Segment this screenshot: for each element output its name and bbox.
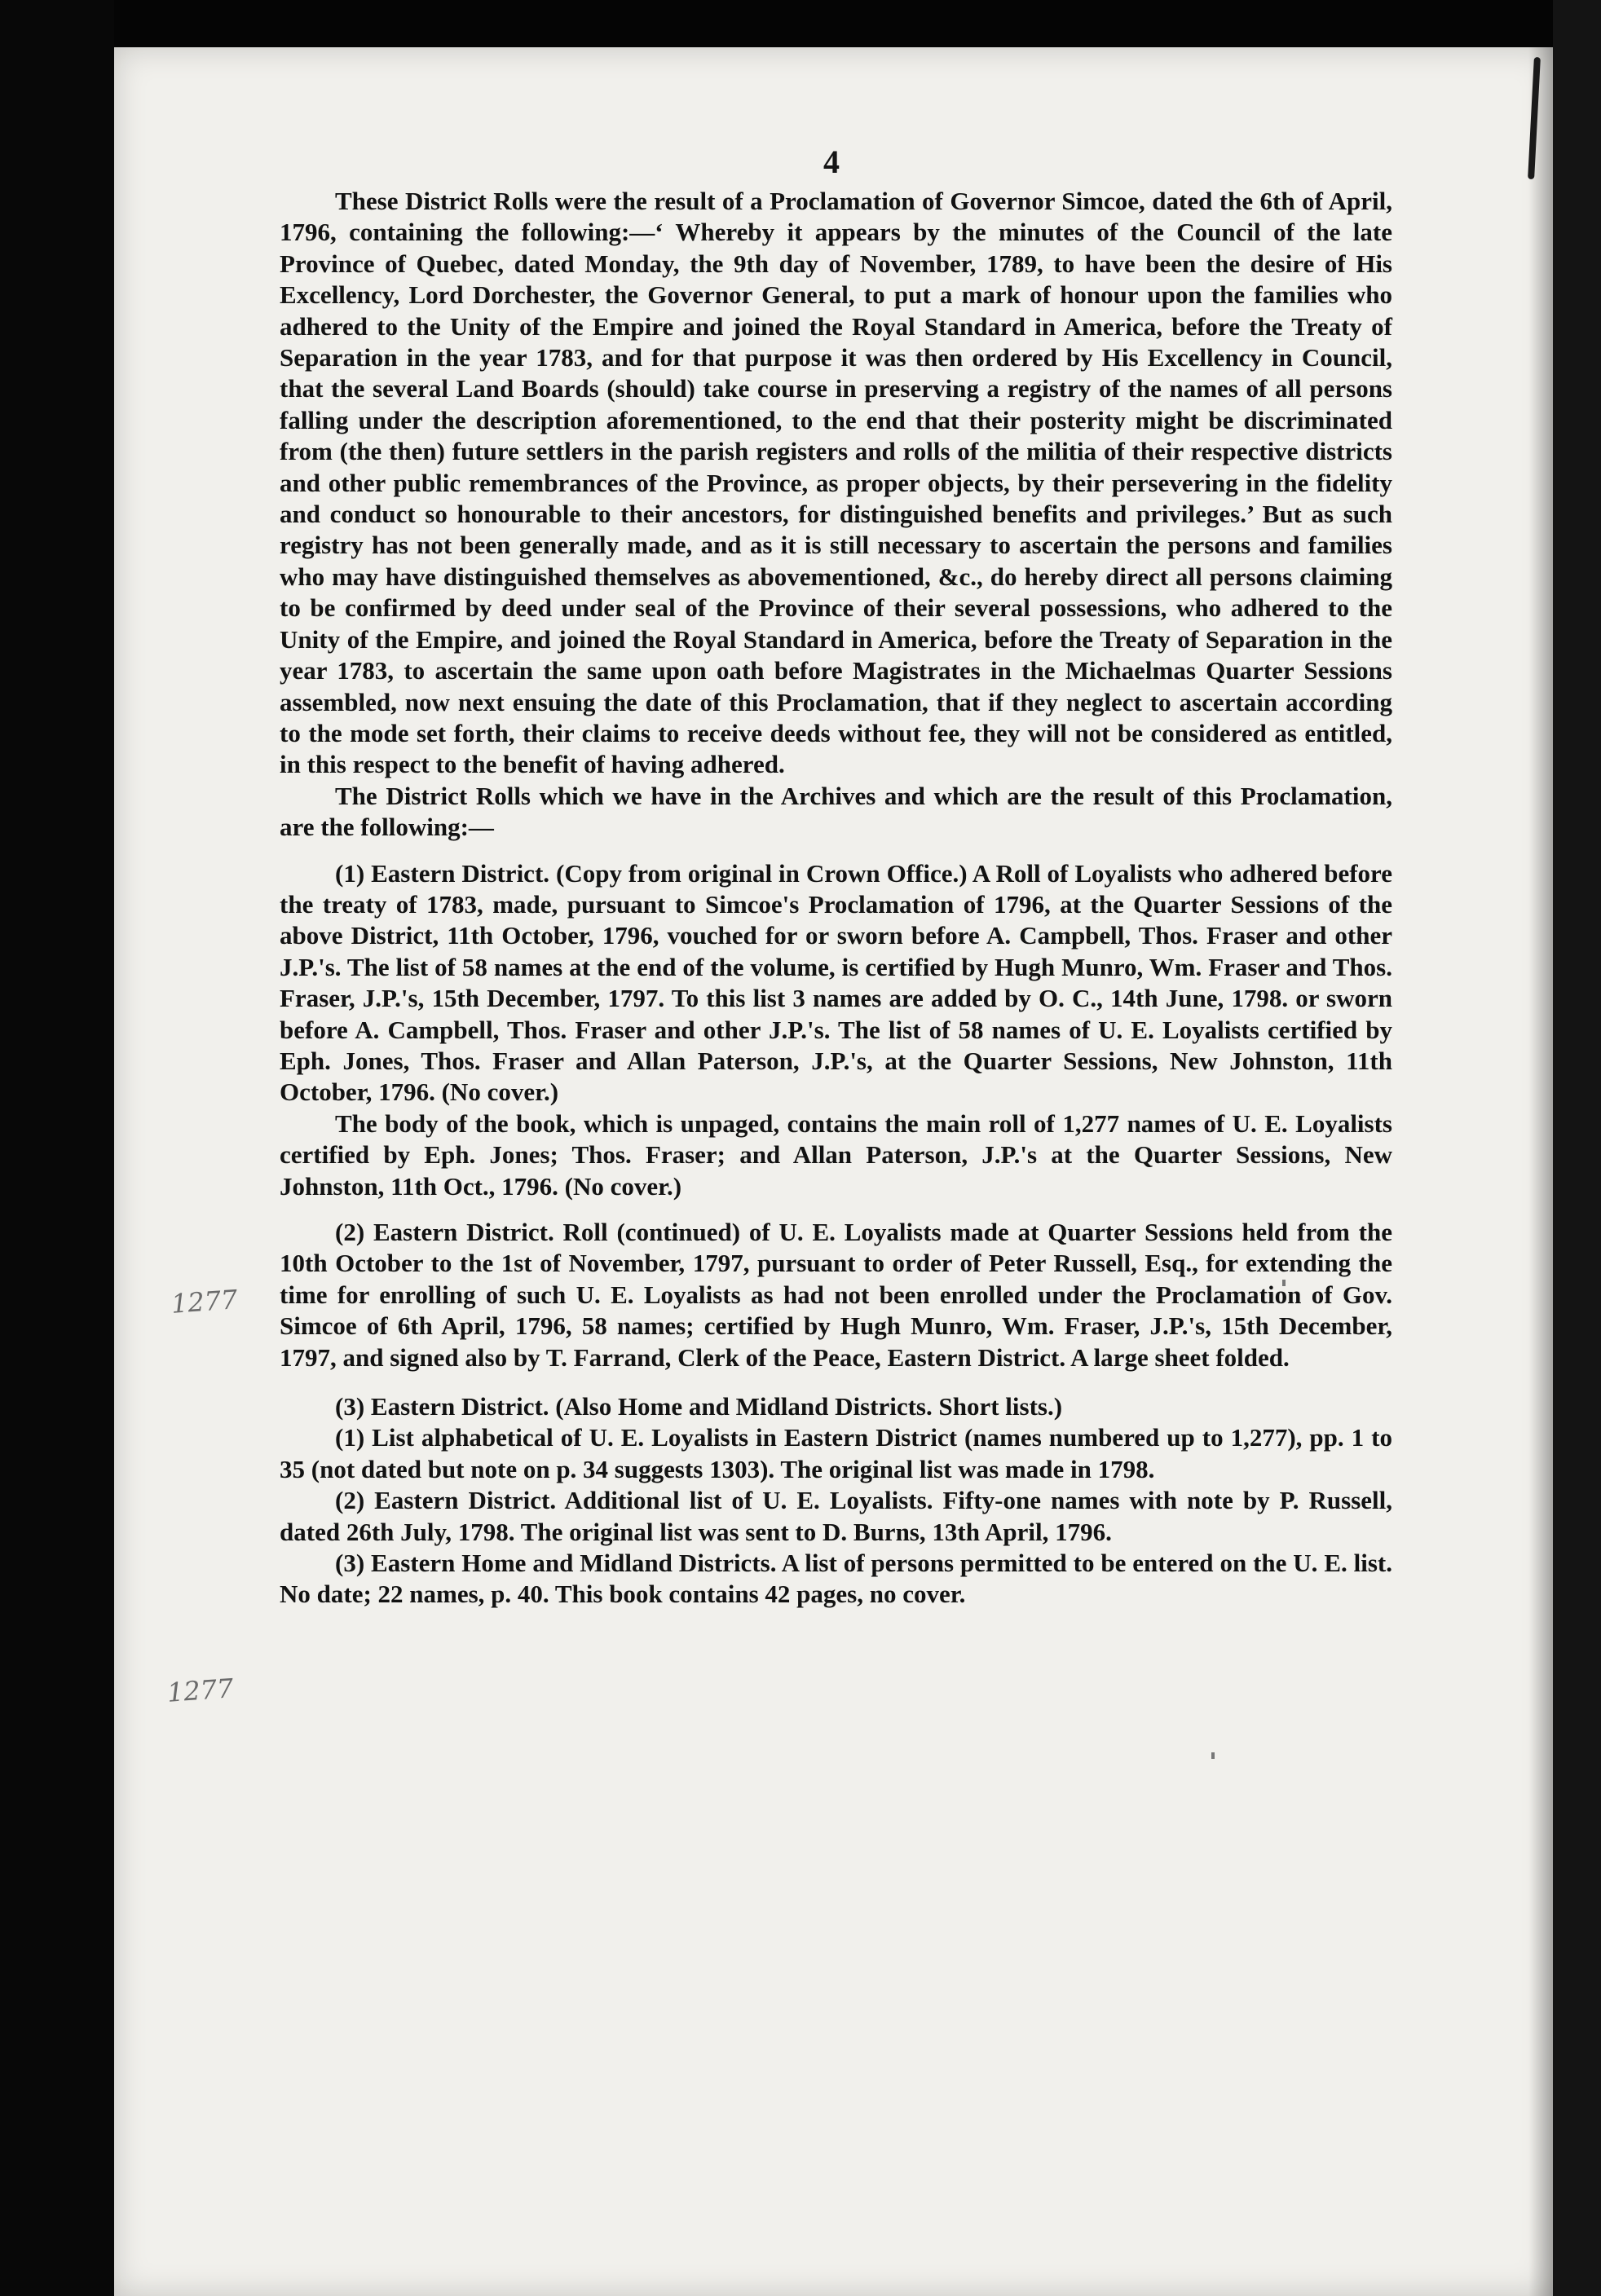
microfilm-border-right	[1553, 0, 1601, 2296]
paragraph-eastern-district-1: (1) Eastern District. (Copy from original in Crown Office.) A Roll of Loyalists who adhered before the treaty of 1783, made, pursuant to Simcoe's Proclamation of 1796, at the Quarter Sessions of the above District, 11th October, 1796, vouched for or sworn before A. Campbell, Thos. Fraser and other J.P.'s. The list of 58 names at the end of the volume, is certified by Hugh Munro, Wm. Fraser and Thos. Fraser, J.P.'s, 15th December, 1797. To this list 3 names are added by O. C., 14th June, 1798. or sworn before A. Campbell, Thos. Fraser and other J.P.'s. The list of 58 names of U. E. Loyalists certified by Eph. Jones, Thos. Fraser and Allan Paterson, J.P.'s, at the Quarter Sessions, New Johnston, 11th October, 1796. (No cover.)	[280, 858, 1392, 1107]
microfilm-border-top	[0, 0, 1601, 49]
document-body	[280, 186, 1392, 1611]
scan-speck	[1211, 1752, 1215, 1759]
paragraph-eastern-district-3: (3) Eastern District. (Also Home and Midland Districts. Short lists.)	[335, 1392, 1063, 1421]
paragraph-additional-list: (2) Eastern District. Additional list of U. E. Loyalists. Fifty-one names with note by P. Russell, dated 26th July, 1798. The original list was sent to D. Burns, 13th April, 1796.	[280, 1486, 1392, 1546]
paragraph-district-rolls-intro: The District Rolls which we have in the Archives and which are the result of this Proclamation, are the following:—	[280, 781, 1392, 842]
paragraph-home-midland-list: (3) Eastern Home and Midland Districts. A list of persons permitted to be entered on the U. E. list. No date; 22 names, p. 40. This book contains 42 pages, no cover.	[280, 1549, 1392, 1609]
page-number: 4	[823, 143, 840, 180]
paragraph-proclamation: These District Rolls were the result of a Proclamation of Governor Simcoe, dated the 6th of April, 1796, containing the following:—‘ Whereby it appears by the minutes of the Council of the late Province of Quebec, dated Monday, the 9th day of November, 1789, to have been the desire of His Excellency, Lord Dorchester, the Governor General, to put a mark of honour upon the families who adhered to the Unity of the Empire and joined the Royal Standard in America, before the Treaty of Separation in the year 1783, and for that purpose it was then ordered by His Excellency in Council, that the several Land Boards (should) take course in preserving a registry of the names of all persons falling under the description aforementioned, to the end that their posterity might be discriminated from (the then) future settlers in the parish registers and rolls of the militia of their respective districts and other public remembrances of the Province, as proper objects, by their persevering in the fidelity and conduct so honourable to their ancestors, for distinguished benefits and privileges.’ But as such registry has not been generally made, and as it is still necessary to ascertain the persons and families who may have distinguished themselves as abovementioned, &c., do hereby direct all persons claiming to be confirmed by deed under seal of the Province of their several possessions, who adhered to the Unity of the Empire, and joined the Royal Standard in America, before the Treaty of Separation in the year 1783, to ascertain the same upon oath before Magistrates in the Michaelmas Quarter Sessions assembled, now next ensuing the date of this Proclamation, that if they neglect to ascertain according to the mode set forth, their claims to receive deeds without fee, they will not be considered as entitled, in this respect to the benefit of having adhered.	[280, 187, 1392, 779]
microfilm-border-left	[0, 0, 114, 2296]
paragraph-list-alphabetical: (1) List alphabetical of U. E. Loyalists in Eastern District (names numbered up to 1,277), pp. 1 to 35 (not dated but note on p. 34 suggests 1303). The original list was made in 1798.	[280, 1423, 1392, 1483]
paragraph-eastern-district-2: (2) Eastern District. Roll (continued) of U. E. Loyalists made at Quarter Sessions held from the 10th October to the 1st of November, 1797, pursuant to order of Peter Russell, Esq., for extending the time for enrolling of such U. E. Loyalists as had not been enrolled under the Proclamation of Gov. Simcoe of 6th April, 1796, 58 names; certified by Hugh Munro, Wm. Fraser, J.P.'s, 15th December, 1797, and signed also by T. Farrand, Clerk of the Peace, Eastern District. A large sheet folded.	[280, 1218, 1392, 1372]
margin-note-1: 1277	[170, 1284, 239, 1320]
paragraph-book-body: The body of the book, which is unpaged, contains the main roll of 1,277 names of U. E. Loyalists certified by Eph. Jones; Thos. Fraser; and Allan Paterson, J.P.'s at the Quarter Sessions, New Johnston, 11th Oct., 1796. (No cover.)	[280, 1108, 1392, 1201]
margin-note-2: 1277	[165, 1672, 235, 1708]
